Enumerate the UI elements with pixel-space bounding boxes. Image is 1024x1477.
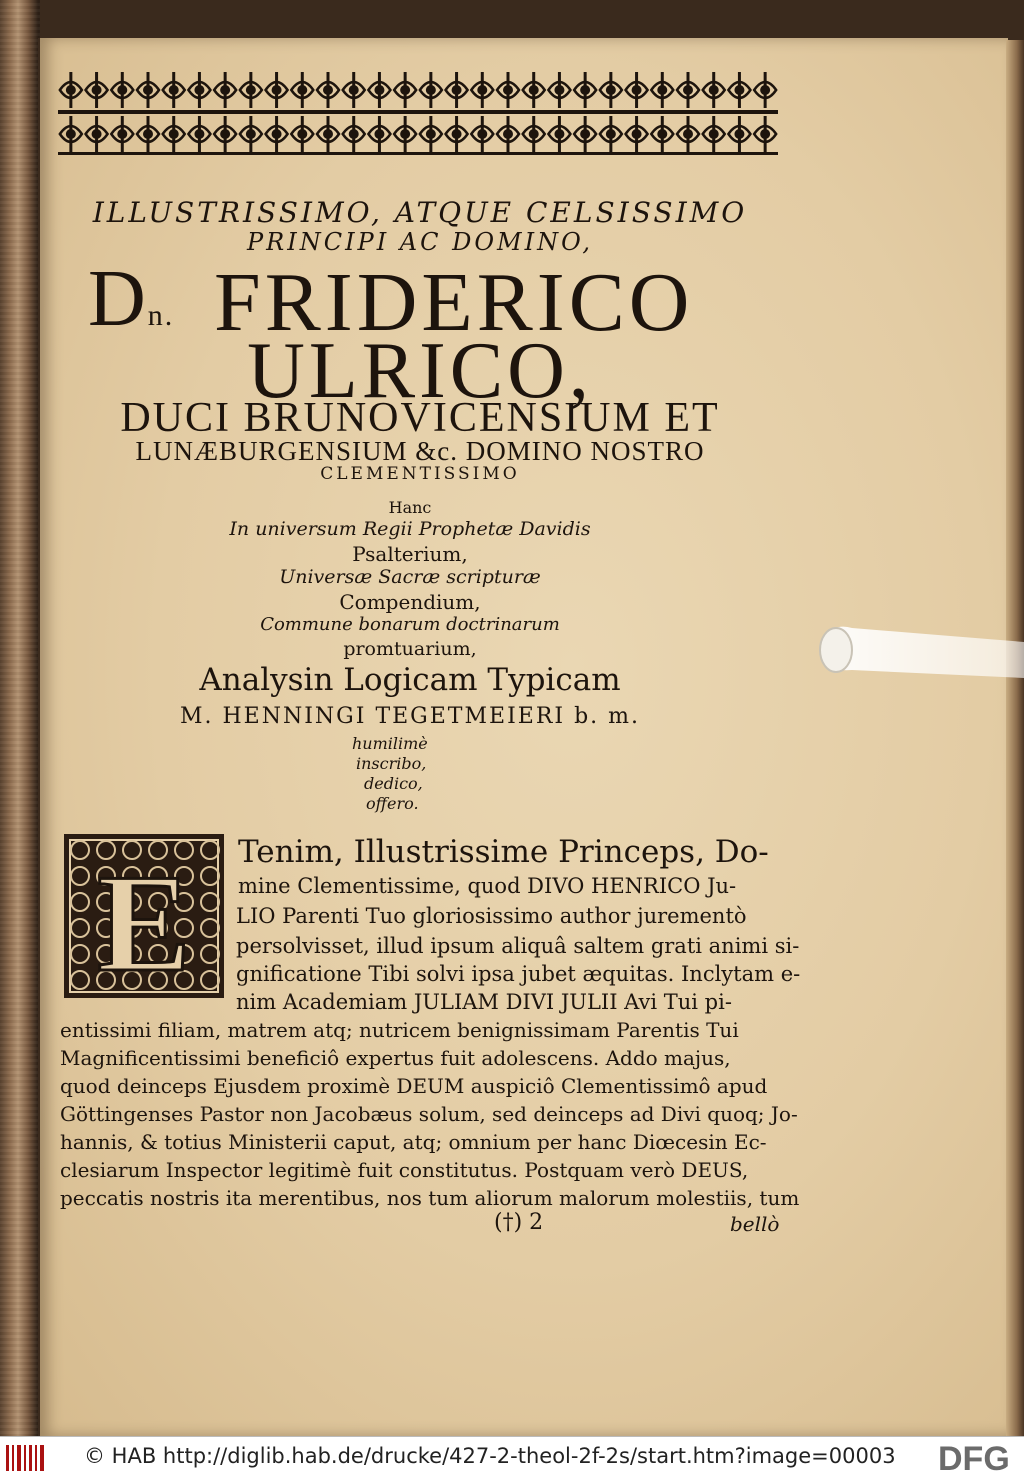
body-line-5: gnificatione Tibi solvi ipsa jubet æquitas. Inclytam e- — [236, 962, 801, 986]
fleuron-ornament — [137, 116, 159, 152]
adjacent-page-edge — [0, 0, 40, 1436]
fleuron-ornament — [188, 72, 210, 108]
ornament-headpiece — [58, 66, 778, 178]
body-line-13: peccatis nostris ita merentibus, nos tum aliorum malorum molestiis, tum — [60, 1186, 800, 1210]
body-line-4: persolvisset, illud ipsum aliquâ saltem grati animi si- — [236, 934, 800, 958]
fleuron-ornament — [240, 116, 262, 152]
fleuron-ornament — [368, 72, 390, 108]
fleuron-ornament — [137, 72, 159, 108]
fleuron-ornament — [446, 116, 468, 152]
fleuron-ornament — [754, 72, 776, 108]
dedication-line-4: Universæ Sacræ scripturæ — [279, 566, 541, 588]
body-line-2: mine Clementissime, quod DIVO HENRICO Ju- — [238, 874, 737, 898]
dedication-line-1: Hanc — [388, 498, 432, 517]
fleuron-ornament — [703, 72, 725, 108]
name-line-2: ULRICO, — [247, 327, 593, 415]
body-line-11: hannis, & totius Ministerii caput, atq; omnium per hanc Diœcesin Ec- — [60, 1130, 767, 1154]
fleuron-ornament — [677, 116, 699, 152]
fleuron-ornament — [317, 72, 339, 108]
fleuron-ornament — [600, 72, 622, 108]
fleuron-ornament — [548, 116, 570, 152]
fleuron-ornament — [163, 116, 185, 152]
dedication-line-12: dedico, — [364, 774, 423, 793]
fleuron-ornament — [163, 72, 185, 108]
fleuron-ornament — [471, 72, 493, 108]
fleuron-ornament — [677, 72, 699, 108]
dedication-line-8: Analysin Logicam Typicam — [199, 662, 621, 698]
heading-line-1: ILLUSTRISSIMO, ATQUE CELSISSIMO — [92, 196, 748, 229]
fleuron-ornament — [497, 116, 519, 152]
dedication-line-5: Compendium, — [339, 590, 481, 614]
fleuron-ornament — [600, 116, 622, 152]
fleuron-ornament — [266, 72, 288, 108]
dedication-line-2: In universum Regii Prophetæ Davidis — [229, 518, 591, 540]
fleuron-ornament — [574, 72, 596, 108]
body-line-8: Magnificentissimi beneficiô expertus fuit adolescens. Addo majus, — [60, 1046, 731, 1070]
scanner-light-reflection — [812, 612, 1024, 702]
fleuron-ornament — [497, 72, 519, 108]
copyright-link[interactable]: © HAB http://diglib.hab.de/drucke/427-2-theol-2f-2s/start.htm?image=00003 — [84, 1444, 896, 1468]
title-line-1: DUCI BRUNOVICENSIUM ET — [120, 395, 720, 441]
fleuron-ornament — [728, 72, 750, 108]
svg-text:E: E — [97, 846, 191, 1000]
body-line-1: Tenim, Illustrissime Princeps, Do- — [238, 834, 769, 870]
footer-bar — [0, 1436, 1024, 1477]
dfg-logo — [938, 1439, 1020, 1475]
fleuron-ornament — [446, 72, 468, 108]
fleuron-ornament — [111, 116, 133, 152]
dedication-line-6: Commune bonarum doctrinarum — [260, 614, 560, 635]
body-line-9: quod deinceps Ejusdem proximè DEUM auspiciô Clementissimô apud — [60, 1074, 768, 1098]
fleuron-ornament — [574, 116, 596, 152]
dedication-line-9: M. HENNINGI TEGETMEIERI b. m. — [179, 704, 640, 729]
heading-line-2: PRINCIPI AC DOMINO, — [247, 228, 593, 256]
body-line-6: nim Academiam JULIAM DIVI JULII Avi Tui pi- — [236, 990, 732, 1014]
fleuron-ornament — [651, 72, 673, 108]
fleuron-ornament — [626, 116, 648, 152]
fleuron-ornament — [214, 72, 236, 108]
dedication-line-10: humilimè — [352, 734, 428, 753]
body-line-7: entissimi filiam, matrem atq; nutricem benignissimam Parentis Tui — [60, 1018, 739, 1042]
fleuron-ornament — [523, 116, 545, 152]
fleuron-ornament — [291, 72, 313, 108]
decorated-initial-e — [62, 832, 226, 1000]
fleuron-ornament — [548, 72, 570, 108]
signature-mark: (†) 2 — [494, 1210, 544, 1235]
title-line-3: CLEMENTISSIMO — [320, 464, 520, 484]
name-prefix-letter: D — [88, 255, 148, 343]
fleuron-ornament — [60, 72, 82, 108]
svg-text:DFG: DFG — [938, 1440, 1010, 1475]
dedication-line-11: inscribo, — [356, 754, 427, 773]
fleuron-ornament — [394, 72, 416, 108]
fleuron-ornament — [214, 116, 236, 152]
barcode-icon — [6, 1445, 48, 1471]
dedication-line-3: Psalterium, — [352, 542, 468, 566]
fleuron-ornament — [420, 116, 442, 152]
fleuron-ornament — [86, 116, 108, 152]
fleuron-ornament — [266, 116, 288, 152]
dedication-line-13: offero. — [366, 794, 419, 813]
body-line-3: LIO Parenti Tuo gloriosissimo author jurementò — [236, 904, 747, 928]
fleuron-ornament — [394, 116, 416, 152]
title-line-2: LUNÆBURGENSIUM &c. DOMINO NOSTRO — [135, 436, 705, 466]
fleuron-ornament — [60, 116, 82, 152]
fleuron-ornament — [703, 116, 725, 152]
fleuron-ornament — [291, 116, 313, 152]
name-line-1: FRIDERICO — [214, 256, 694, 349]
fleuron-ornament — [368, 116, 390, 152]
fleuron-ornament — [317, 116, 339, 152]
fleuron-ornament — [523, 72, 545, 108]
fleuron-ornament — [188, 116, 210, 152]
fleuron-ornament — [651, 116, 673, 152]
fleuron-ornament — [343, 116, 365, 152]
fleuron-ornament — [728, 116, 750, 152]
body-line-10: Göttingenses Pastor non Jacobæus solum, sed deinceps ad Divi quoq; Jo- — [60, 1102, 798, 1126]
name-prefix-abbrev: n. — [147, 299, 175, 332]
body-line-12: clesiarum Inspector legitimè fuit constitutus. Postquam verò DEUS, — [60, 1158, 749, 1182]
fleuron-ornament — [626, 72, 648, 108]
fleuron-ornament — [420, 72, 442, 108]
fleuron-ornament — [240, 72, 262, 108]
fleuron-ornament — [86, 72, 108, 108]
dedication-line-7: promtuarium, — [343, 638, 477, 660]
fleuron-ornament — [343, 72, 365, 108]
catchword: bellò — [730, 1212, 780, 1236]
fleuron-ornament — [471, 116, 493, 152]
fleuron-ornament — [111, 72, 133, 108]
fleuron-ornament — [754, 116, 776, 152]
page-fore-edge — [1006, 40, 1024, 1436]
